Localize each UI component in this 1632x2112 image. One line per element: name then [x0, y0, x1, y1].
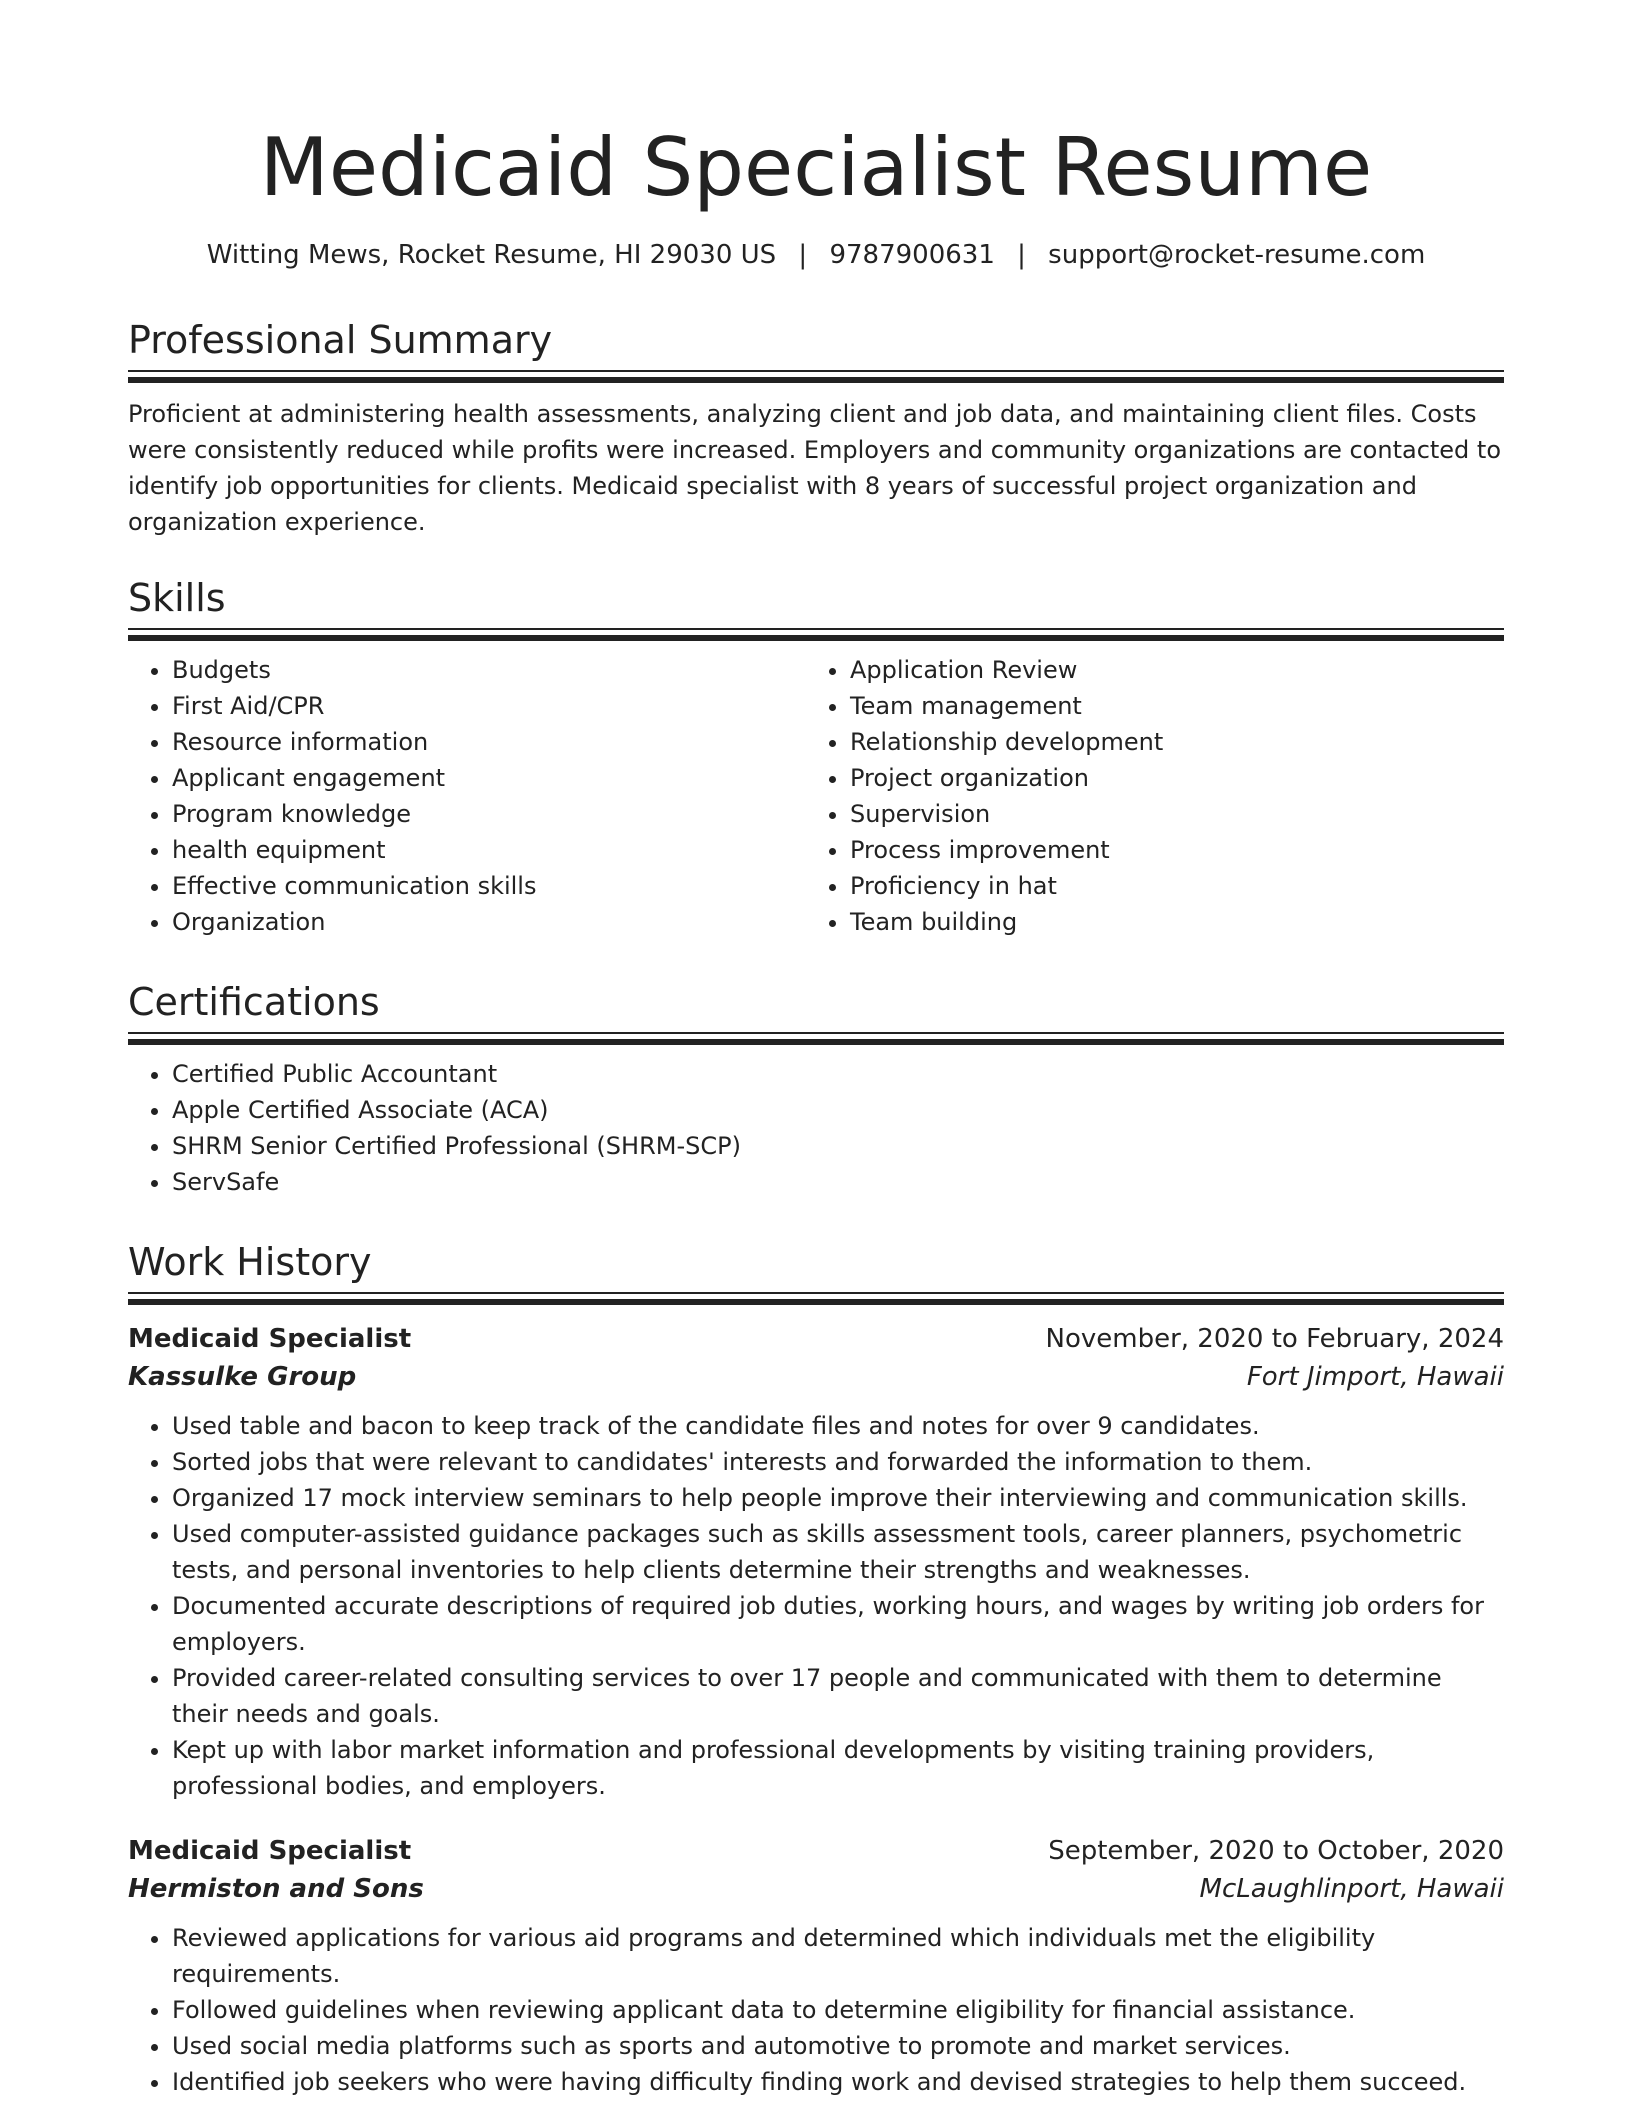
- job-title: Medicaid Specialist: [128, 1836, 412, 1866]
- certifications-heading: Certifications: [128, 980, 380, 1024]
- job-title: Medicaid Specialist: [128, 1324, 412, 1354]
- skill-item: • Process improvement: [850, 832, 1484, 868]
- section-divider: [128, 1032, 1504, 1046]
- job-duty: • Organized 17 mock interview seminars to help people improve their interviewing and communication skills.: [172, 1480, 1504, 1516]
- certification-item: • ServSafe: [172, 1164, 1504, 1200]
- job-company: Kassulke Group: [128, 1362, 357, 1392]
- job-duty: • Documented accurate descriptions of required job duties, working hours, and wages by writing job orders for employers.: [172, 1588, 1504, 1660]
- skill-item: • Relationship development: [850, 724, 1484, 760]
- job-company: Hermiston and Sons: [128, 1874, 424, 1904]
- skill-item: • Effective communication skills: [172, 868, 806, 904]
- skill-item: • Applicant engagement: [172, 760, 806, 796]
- skills-list-left: [128, 652, 806, 940]
- resume-title: Medicaid Specialist Resume: [259, 121, 1373, 214]
- job-location: Fort Jimport, Hawaii: [1246, 1362, 1504, 1392]
- job-duty: • Provided career-related consulting services to over 17 people and communicated with them to determine their needs and goals.: [172, 1660, 1504, 1732]
- job-duty: • Used social media platforms such as sports and automotive to promote and market services.: [172, 2028, 1504, 2064]
- skill-item: • health equipment: [172, 832, 806, 868]
- job-entry: [128, 1320, 1504, 1804]
- skill-item: • Organization: [172, 904, 806, 940]
- job-entry: [128, 1832, 1504, 2100]
- contact-phone: 9787900631: [829, 240, 995, 270]
- job-duty: • Used table and bacon to keep track of the candidate files and notes for over 9 candidates.: [172, 1408, 1504, 1444]
- job-dates: November, 2020 to February, 2024: [1045, 1324, 1504, 1354]
- contact-line: [128, 238, 1504, 272]
- skill-item: • Project organization: [850, 760, 1484, 796]
- job-company-row: [128, 1358, 1504, 1396]
- job-duty: • Used computer-assisted guidance packages such as skills assessment tools, career planners, psychometric tests, and personal inventories to help clients determine their strengths and weaknesses.: [172, 1516, 1504, 1588]
- summary-text: Proficient at administering health assessments, analyzing client and job data, and maintaining client files. Costs were consistently reduced while profits were increased. Employers and community organizations are contacted to identify job opportunities for clients. Medicaid specialist with 8 years of successful project organization and organization experience.: [128, 400, 1502, 536]
- job-company-row: [128, 1870, 1504, 1908]
- certification-item: • Certified Public Accountant: [172, 1056, 1504, 1092]
- summary-heading: Professional Summary: [128, 318, 553, 362]
- skill-item: • Budgets: [172, 652, 806, 688]
- contact-separator: |: [798, 240, 808, 270]
- section-divider: [128, 370, 1504, 384]
- job-location: McLaughlinport, Hawaii: [1199, 1874, 1504, 1904]
- skill-item: • Team building: [850, 904, 1484, 940]
- job-duty: • Sorted jobs that were relevant to candidates' interests and forwarded the information to them.: [172, 1444, 1504, 1480]
- certification-item: • Apple Certified Associate (ACA): [172, 1092, 1504, 1128]
- certifications-section: [128, 978, 1504, 1200]
- job-header-row: [128, 1320, 1504, 1358]
- skill-item: • Program knowledge: [172, 796, 806, 832]
- skill-item: • Resource information: [172, 724, 806, 760]
- job-duty: • Kept up with labor market information and professional developments by visiting training providers, professional bodies, and employers.: [172, 1732, 1504, 1804]
- certifications-list: [128, 1056, 1504, 1200]
- job-header-row: [128, 1832, 1504, 1870]
- job-duty: • Identified job seekers who were having difficulty finding work and devised strategies to help them succeed.: [172, 2064, 1504, 2100]
- resume-page: [128, 0, 1504, 2096]
- contact-email: support@rocket-resume.com: [1048, 240, 1426, 270]
- section-divider: [128, 1292, 1504, 1306]
- work-history-heading: Work History: [128, 1240, 372, 1284]
- skill-item: • Proficiency in hat: [850, 868, 1484, 904]
- job-duties-list: [128, 1408, 1504, 1804]
- skills-list-right: [806, 652, 1484, 940]
- contact-separator: |: [1017, 240, 1026, 270]
- skills-section: [128, 574, 1504, 940]
- skills-columns: [128, 642, 1504, 940]
- section-divider: [128, 628, 1504, 642]
- work-history-section: [128, 1238, 1504, 2100]
- job-duty: • Followed guidelines when reviewing applicant data to determine eligibility for financial assistance.: [172, 1992, 1504, 2028]
- skills-heading: Skills: [128, 576, 226, 620]
- skill-item: • Team management: [850, 688, 1484, 724]
- job-duties-list: [128, 1920, 1504, 2100]
- certification-item: • SHRM Senior Certified Professional (SHRM-SCP): [172, 1128, 1504, 1164]
- job-duty: • Reviewed applications for various aid programs and determined which individuals met the eligibility requirements.: [172, 1920, 1504, 1992]
- summary-section: [128, 316, 1504, 540]
- contact-address: Witting Mews, Rocket Resume, HI 29030 US: [206, 240, 777, 270]
- skill-item: • Supervision: [850, 796, 1484, 832]
- skill-item: • Application Review: [850, 652, 1484, 688]
- job-dates: September, 2020 to October, 2020: [1048, 1836, 1504, 1866]
- skill-item: • First Aid/CPR: [172, 688, 806, 724]
